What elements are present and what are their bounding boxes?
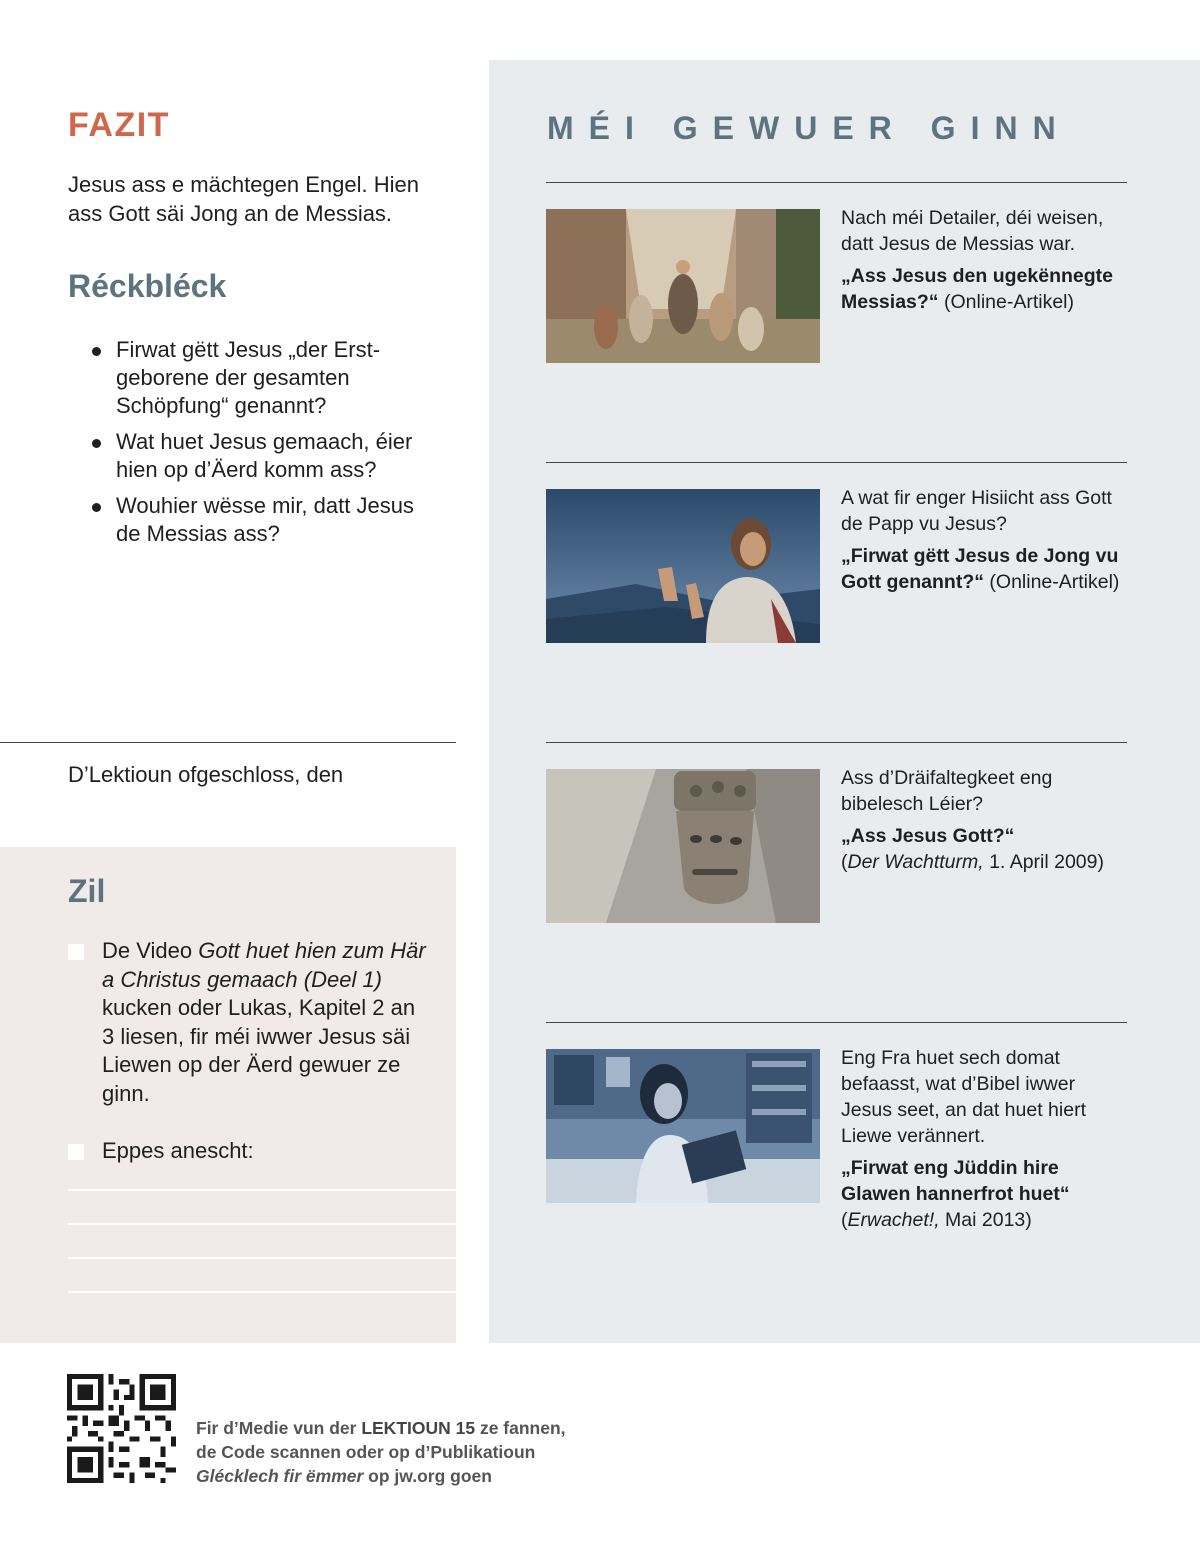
goal-item-text: [68, 937, 428, 1108]
footer-line-3: [196, 1464, 566, 1488]
article-title-link[interactable]: „Ass Jesus Gott?“: [841, 825, 1015, 847]
review-item: [92, 336, 442, 420]
illustration-image: [546, 489, 820, 643]
write-in-line[interactable]: [68, 1189, 456, 1191]
ref-source: (Online-Artikel): [938, 291, 1075, 313]
entry-reference[interactable]: [841, 543, 1127, 595]
left-column: [0, 0, 456, 1343]
footer-text: ze fannen,: [475, 1418, 566, 1438]
entry-reference[interactable]: [841, 263, 1127, 315]
summary-heading: FAZIT: [68, 106, 170, 144]
jesus-praying-illustration[interactable]: [546, 489, 820, 643]
review-item-text: Firwat gëtt Jesus „der Erstgeborene der gesamten Schöpfung“ genannt?: [116, 337, 381, 418]
ref-source: Mai 2013): [939, 1209, 1032, 1231]
goal-item-video: [68, 937, 428, 1108]
photo-image: [546, 769, 820, 923]
write-in-line[interactable]: [68, 1223, 456, 1225]
lesson-completed-label: D’Lektioun ofgeschloss, den: [68, 762, 344, 787]
entry-divider: [546, 1022, 1127, 1023]
publication-title: Glécklech fir ëmmer: [196, 1466, 364, 1486]
entry-text: [841, 205, 1127, 315]
footer-media-note: [196, 1416, 566, 1488]
entry-description: Nach méi Detailer, déi weisen, datt Jesus de Messias war.: [841, 207, 1104, 255]
learn-more-heading: MÉI GEWUER GINN: [547, 110, 1071, 146]
footer-text: Fir d’Medie vun der: [196, 1418, 362, 1438]
video-title: Gott huet hien zum Här a Christus gemaach (Deel 1): [102, 938, 426, 992]
footer-line-1: [196, 1416, 566, 1440]
entry-divider: [546, 462, 1127, 463]
entry-divider: [546, 742, 1127, 743]
ref-source: (Online-Artikel): [983, 571, 1120, 593]
woman-reading-bible-photo[interactable]: [546, 1049, 820, 1203]
completion-divider: [0, 742, 456, 743]
entry-description: A wat fir enger Hisiicht ass Gott de Papp vu Jesus?: [841, 487, 1112, 535]
ref-source: 1. April 2009): [983, 851, 1104, 873]
review-list: [92, 336, 442, 556]
article-title-link[interactable]: „Firwat eng Jüddin hire Glawen hannerfrot huet“: [841, 1157, 1070, 1205]
write-in-line[interactable]: [68, 1257, 456, 1259]
entry-description: Eng Fra huet sech domat befaasst, wat d’Bibel iwwer Jesus seet, an dat huet hiert Liewe verännert.: [841, 1047, 1086, 1147]
goal-heading: Zil: [68, 873, 106, 909]
publication-name: Erwachet!,: [847, 1209, 940, 1231]
goal-text-post: kucken oder Lukas, Kapitel 2 an 3 liesen, fir méi iwwer Jesus säi Liewen op der Äerd gewuer ze ginn.: [102, 995, 416, 1106]
review-item: [92, 492, 442, 548]
ref-pre: (: [841, 1209, 848, 1231]
footer-line-2: de Code scannen oder op d’Publikatioun: [196, 1442, 536, 1462]
goal-checkbox[interactable]: [68, 944, 84, 960]
goal-item-text: Eppes anescht:: [102, 1138, 254, 1163]
publication-name: Der Wachtturm,: [847, 851, 984, 873]
qr-code-icon[interactable]: [67, 1374, 176, 1483]
article-title-link[interactable]: „Ass Jesus den ugekënnegte Messias?“: [841, 265, 1114, 313]
entry-divider: [546, 182, 1127, 183]
ref-pre: (: [841, 851, 848, 873]
learn-more-panel: [489, 60, 1200, 1343]
entry-description: Ass d’Dräifaltegkeet eng bibelesch Léier?: [841, 767, 1053, 815]
lesson-number: LEKTIOUN 15: [361, 1418, 476, 1438]
goal-box: [0, 847, 456, 1343]
entry-reference[interactable]: [841, 1155, 1127, 1233]
photo-image: [546, 1049, 820, 1203]
review-item-text: Wouhier wësse mir, datt Jesus de Messias ass?: [116, 493, 414, 546]
review-heading: Réckbléck: [68, 268, 227, 304]
goal-text-pre: De Video: [102, 938, 199, 963]
goal-checkbox[interactable]: [68, 1144, 84, 1160]
review-item: [92, 428, 442, 484]
three-faced-stone-carving-photo[interactable]: [546, 769, 820, 923]
bullet-icon: [92, 347, 101, 356]
review-item-text: Wat huet Jesus gemaach, éier hien op d’Äerd komm ass?: [116, 429, 413, 482]
write-in-line[interactable]: [68, 1291, 456, 1293]
entry-text: [841, 485, 1127, 595]
jesus-entering-jerusalem-illustration[interactable]: [546, 209, 820, 363]
entry-text: [841, 765, 1127, 875]
footer-text: op jw.org goen: [363, 1466, 492, 1486]
article-title-link[interactable]: „Firwat gëtt Jesus de Jong vu Gott genannt?“: [841, 545, 1119, 593]
entry-text: [841, 1045, 1127, 1233]
entry-reference[interactable]: [841, 823, 1127, 875]
goal-item-other: [68, 1137, 428, 1166]
bullet-icon: [92, 439, 101, 448]
summary-text: Jesus ass e mächtegen Engel. Hien ass Gott säi Jong an de Messias.: [68, 172, 419, 226]
illustration-image: [546, 209, 820, 363]
bullet-icon: [92, 503, 101, 512]
